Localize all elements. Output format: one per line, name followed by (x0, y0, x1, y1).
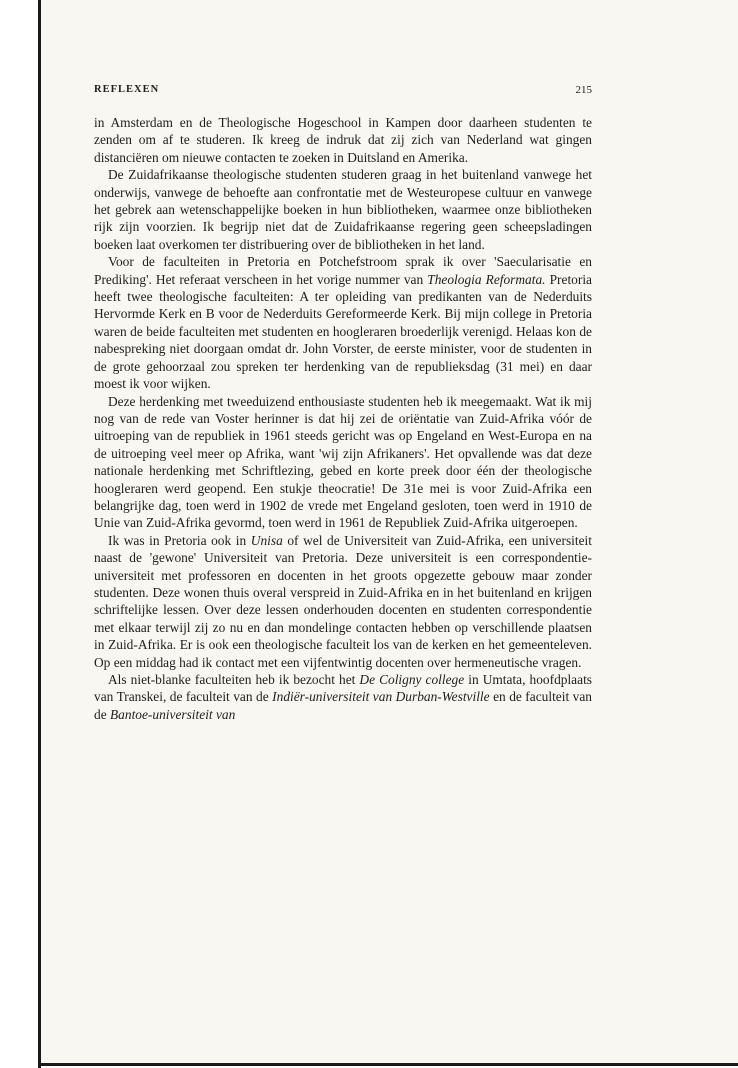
italic-text-run: Theologia Reformata. (427, 271, 546, 287)
text-run: Deze herdenking met tweeduizend enthousiaste studenten heb ik meegemaakt. Wat ik mij nog van de rede van Voster herinner is dat hij zei de oriëntatie van Zuid-Afrika vóór de uitroeping van de republiek in 1961 steeds gericht was op Engeland en West-Europa en na de uitroeping veel meer op Afrika, want 'wij zijn Afrikaners'. Het opvallende was dat deze nationale herdenking met Schriftlezing, gebed en korte preek door één der theologische hoogleraren werd geopend. Een stukje theocratie! De 31e mei is voor Zuid-Afrika een belangrijke dag, toen werd in 1902 de vrede met Engeland gesloten, toen werd in 1910 de Unie van Zuid-Afrika gevormd, toen werd in 1961 de Republiek Zuid-Afrika uitgeroepen. (94, 393, 592, 531)
left-edge-rule (38, 0, 41, 1068)
text-run: of wel de Universiteit van Zuid-Afrika, een universiteit naast de 'gewone' Universiteit van Pretoria. Deze universiteit is een correspondentie-universiteit met professoren en docenten in het groots opgezette gebouw maar zonder studenten. Deze wonen thuis overal verspreid in Zuid-Afrika en in het buitenland en krijgen schriftelijke lessen. Over deze lessen onderhouden docenten en studenten correspondentie met elkaar terwijl zij zo nu en dan mondelinge contacten hebben op verschillende plaatsen in Zuid-Afrika. Er is ook een theologische faculteit los van de kerken en het gemeenteleven. Op een middag had ik contact met een vijfentwintig docenten over hermeneutische vragen. (94, 532, 592, 670)
text-run: Als niet-blanke faculteiten heb ik bezocht het (108, 672, 360, 687)
body-text (94, 114, 592, 723)
paragraph (94, 671, 592, 723)
text-run: in Umtata, hoofdplaats van Transkei, de faculteit van de (94, 672, 592, 705)
italic-text-run: Indiër-universiteit van Durban-Westville (272, 689, 490, 705)
italic-text-run: De Coligny college (359, 672, 465, 687)
italic-text-run: Unisa (250, 532, 283, 548)
page-number: 215 (575, 84, 592, 96)
running-head: REFLEXEN (94, 84, 160, 95)
italic-text-run: Bantoe-universiteit van (110, 706, 236, 722)
paragraph (94, 166, 592, 253)
paragraph (94, 253, 592, 392)
bottom-edge-rule (38, 1063, 738, 1066)
text-run: Voor de faculteiten in Pretoria en Potchefstroom sprak ik over 'Saecularisatie en Prediking'. Het referaat verscheen in het vorige nummer van (94, 254, 592, 287)
text-run: en de faculteit van de (94, 689, 592, 722)
text-run: Pretoria heeft twee theologische faculteiten: A ter opleiding van predikanten van de Nederduits Hervormde Kerk en B voor de Nederduits Gereformeerde Kerk. Bij mijn college in Pretoria waren de beide faculteiten met studenten en hoogleraren broederlijk verenigd. Helaas kon de nabespreking niet doorgaan omdat dr. John Vorster, de eerste minister, voor de studenten in de grote gehoorzaal zou spreken ter herdenking van de republieksdag (31 mei) en daar moest ik voor wijken. (94, 271, 593, 392)
paragraph (94, 114, 592, 166)
text-run: Ik was in Pretoria ook in (108, 532, 251, 548)
text-run: in Amsterdam en de Theologische Hogeschool in Kampen door daarheen studenten te zenden om af te studeren. Ik kreeg de indruk dat zij zich van Nederland wat gingen distanciëren om nieuwe contacten te zoeken in Duitsland en Amerika. (94, 115, 592, 165)
text-run: De Zuidafrikaanse theologische studenten studeren graag in het buitenland vanwege het onderwijs, vanwege de behoefte aan confrontatie met de Westeuropese cultuur en vanwege het gebrek aan wetenschappelijke boeken in hun bibliotheken, waarmee onze bibliotheken rijk zijn voorzien. Ik begrijp niet dat de Zuidafrikaanse regering geen scheepsladingen boeken laat overkomen ter distribuering over de bibliotheken in het land. (94, 167, 592, 252)
paragraph (94, 393, 592, 532)
paragraph (94, 532, 592, 671)
